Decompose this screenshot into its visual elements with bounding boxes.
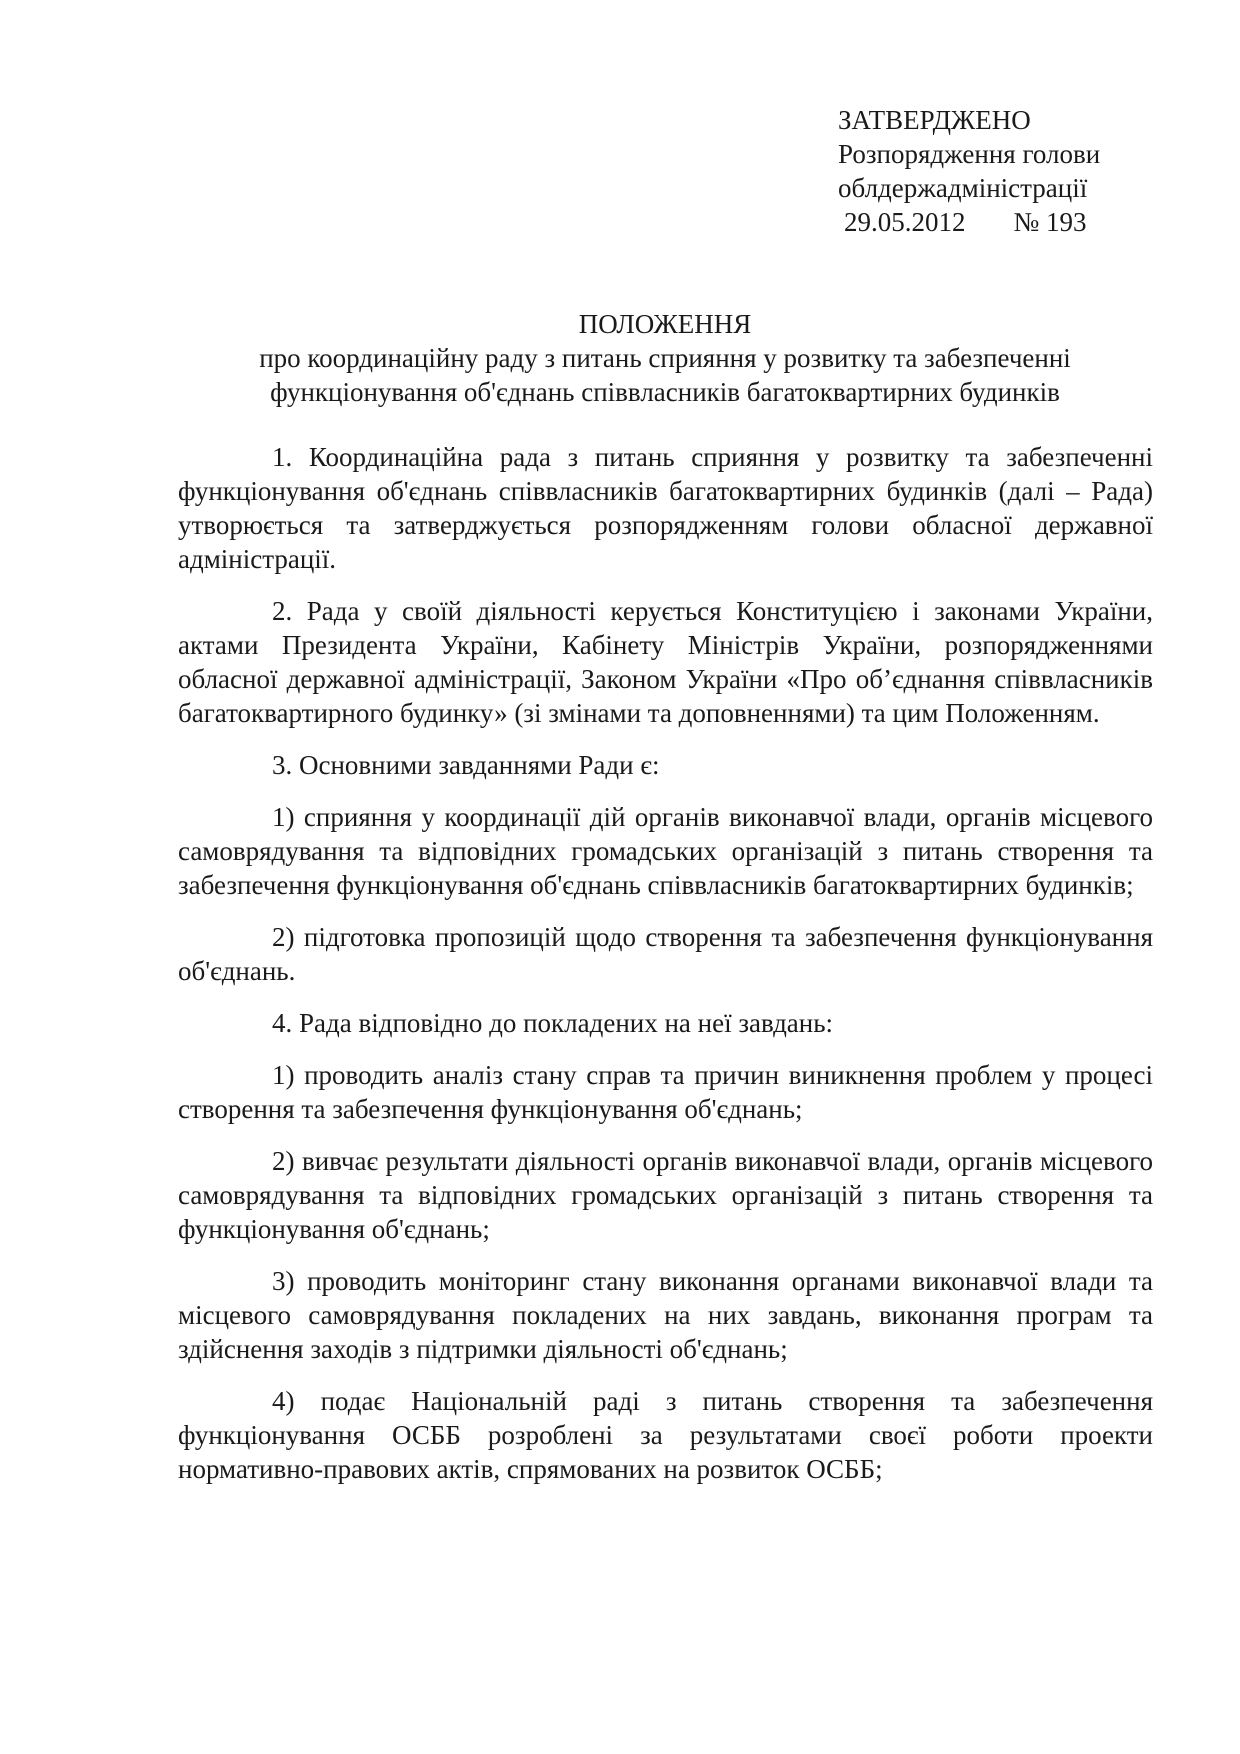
paragraph-4-item-4: 4) подає Національній раді з питань створення та забезпечення функціонування ОСББ розроблені за результатами своєї роботи проекти нормативно-правових актів, спрямованих на розвиток ОСББ; [178, 1386, 1153, 1484]
approval-order-label: Розпорядження голови [838, 139, 1101, 169]
document-body [178, 440, 1153, 1504]
document-subtitle-line-1: про координаційну раду з питань сприяння у розвитку та забезпеченні [259, 343, 1071, 373]
paragraph-2: 2. Рада у своїй діяльності керується Конституцією і законами України, актами Президента України, Кабінету Міністрів України, розпорядженнями обласної державної адміністрації, Законом України «Про об’єднання співвласників багатоквартирного будинку» (зі змінами та доповненнями) та цим Положенням. [178, 596, 1153, 728]
paragraph-3-item-1: 1) сприяння у координації дій органів виконавчої влади, органів місцевого самоврядування та відповідних громадських організацій з питань створення та забезпечення функціонування об'єднань співвласників багатоквартирних будинків; [178, 802, 1153, 900]
approval-title: ЗАТВЕРДЖЕНО [838, 105, 1031, 135]
paragraph-4-item-1: 1) проводить аналіз стану справ та причин виникнення проблем у процесі створення та забезпечення функціонування об'єднань; [178, 1060, 1153, 1124]
approval-number: № 193 [1013, 207, 1087, 237]
approval-authority: облдержадміністрації [838, 173, 1088, 203]
paragraph-4-item-2: 2) вивчає результати діяльності органів виконавчої влади, органів місцевого самоврядування та відповідних громадських організацій з питань створення та функціонування об'єднань; [178, 1146, 1153, 1244]
document-subtitle-line-2: функціонування об'єднань співвласників багатоквартирних будинків [270, 377, 1060, 407]
approval-stamp-block [838, 103, 1198, 239]
document-heading [150, 307, 1180, 409]
paragraph-4: 4. Рада відповідно до покладених на неї завдань: [272, 1008, 834, 1038]
document-title: ПОЛОЖЕННЯ [578, 309, 752, 339]
paragraph-1: 1. Координаційна рада з питань сприяння у розвитку та забезпеченні функціонування об'єднань співвласників багатоквартирних будинків (далі – Рада) утворюється та затверджується розпорядженням голови обласної державної адміністрації. [178, 442, 1153, 574]
paragraph-3-item-2: 2) підготовка пропозицій щодо створення та забезпечення функціонування об'єднань. [178, 922, 1153, 986]
approval-date: 29.05.2012 [844, 207, 966, 237]
paragraph-3: 3. Основними завданнями Ради є: [272, 750, 660, 780]
approval-date-number [838, 205, 1198, 239]
paragraph-4-item-3: 3) проводить моніторинг стану виконання органами виконавчої влади та місцевого самоврядування покладених на них завдань, виконання програм та здійснення заходів з підтримки діяльності об'єднань; [178, 1266, 1153, 1364]
